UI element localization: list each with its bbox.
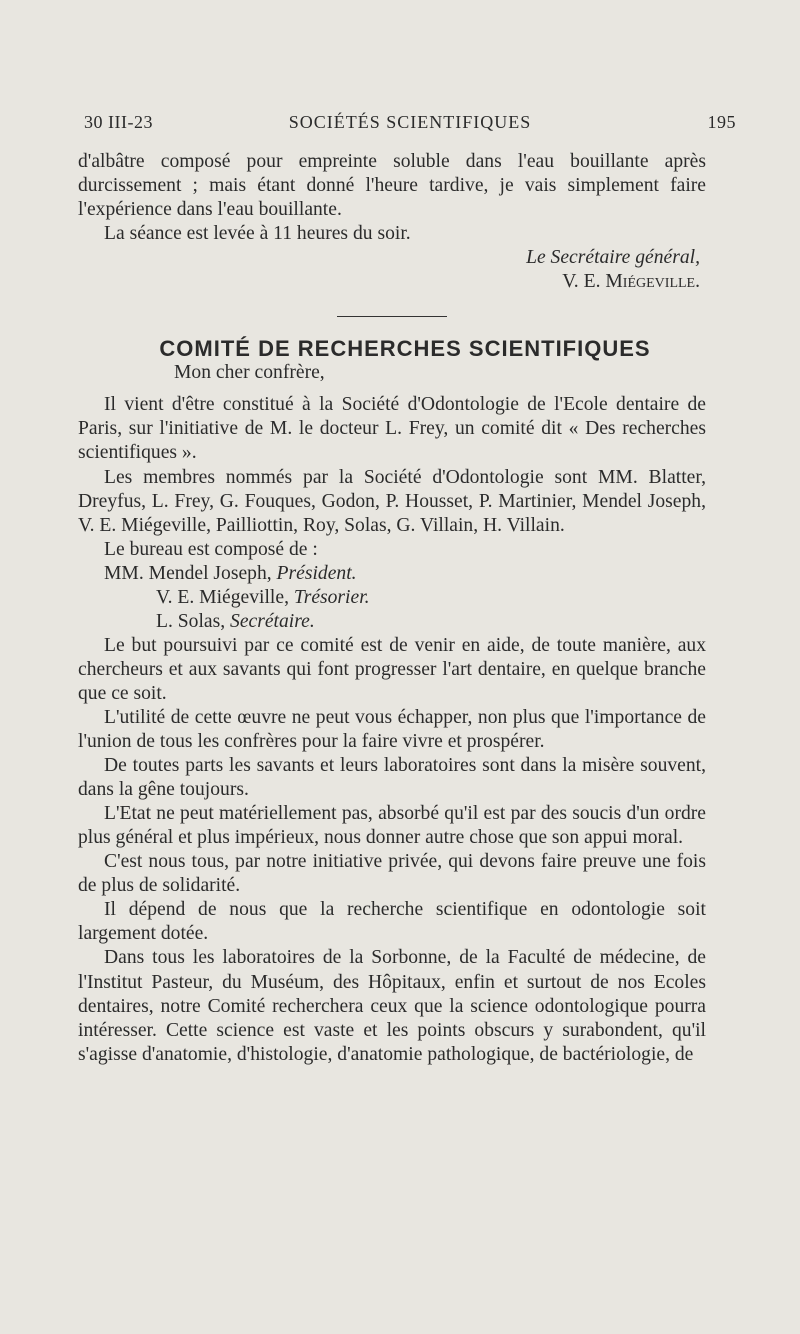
section-heading: COMITÉ DE RECHERCHES SCIENTIFIQUES (159, 336, 651, 362)
paragraph: Les membres nommés par la Société d'Odontologie sont MM. Blatter, Dreyfus, L. Frey, G. Fouques, Godon, P. Housset, P. Martinier, Mendel Joseph, V. E. Miégeville, Pailliottin, Roy, Solas, G. Villain, H. Villain. (78, 466, 706, 536)
divider (337, 316, 447, 317)
paragraph: La séance est levée à 11 heures du soir. (104, 223, 411, 245)
bureau-prefix: MM. (104, 562, 149, 584)
salutation: Mon cher confrère, (174, 362, 325, 384)
header-date: 30 III-23 (84, 112, 153, 132)
bureau-role: Président. (276, 562, 357, 584)
paragraph: L'utilité de cette œuvre ne peut vous échapper, non plus que l'importance de l'union de tous les confrères pour la faire vivre et prospérer. (78, 706, 706, 753)
paragraph: Il vient d'être constitué à la Société d'Odontologie de l'Ecole dentaire de Paris, sur l'initiative de M. le docteur L. Frey, un comité dit « Des recherches scientifiques ». (78, 394, 706, 464)
page-number: 195 (707, 112, 736, 132)
bureau-member (78, 610, 706, 634)
paragraph: Dans tous les laboratoires de la Sorbonne, de la Faculté de médecine, de l'Institut Pasteur, du Muséum, des Hôpitaux, enfin et surtout de nos Ecoles dentaires, notre Comité recherchera ceux que la science odontologique pourra intéresser. Cette science est vaste et les points obscurs y surabondent, qu'il s'agisse d'anatomie, d'histologie, d'anatomie pathologique, de bactériologie, de (78, 947, 706, 1065)
bureau-name: V. E. Miégeville, (156, 586, 294, 608)
paragraph: L'Etat ne peut matériellement pas, absorbé qu'il est par des soucis d'un ordre plus général et plus impérieux, nous donner autre chose que son appui moral. (78, 803, 706, 849)
paragraph: Il dépend de nous que la recherche scientifique en odontologie soit largement dotée. (78, 899, 706, 945)
paragraph: De toutes parts les savants et leurs laboratoires sont dans la misère souvent, dans la gêne toujours. (78, 755, 706, 801)
paragraph: Le bureau est composé de : (104, 538, 318, 560)
body-text (78, 150, 706, 1067)
bureau-name: Mendel Joseph, (148, 562, 277, 584)
signature-title: Le Secrétaire général, (526, 247, 700, 269)
paragraph: d'albâtre composé pour empreinte soluble dans l'eau bouillante après durcissement ; mais étant donné l'heure tardive, je vais simplement faire l'expérience dans l'eau bouillante. (78, 151, 706, 221)
bureau-role: Trésorier. (293, 586, 370, 608)
paragraph: Le but poursuivi par ce comité est de venir en aide, de toute manière, aux chercheurs et aux savants qui font progresser l'art dentaire, en quelque branche que ce soit. (78, 634, 706, 704)
paragraph: C'est nous tous, par notre initiative privée, qui devons faire preuve une fois de plus de solidarité. (78, 851, 706, 897)
bureau-member (78, 562, 706, 586)
header-title: SOCIÉTÉS SCIENTIFIQUES (288, 112, 532, 132)
signature-name: V. E. Miégeville. (562, 271, 700, 293)
bureau-role: Secrétaire. (230, 610, 315, 632)
bureau-member (78, 586, 706, 610)
bureau-name: L. Solas, (156, 610, 231, 632)
